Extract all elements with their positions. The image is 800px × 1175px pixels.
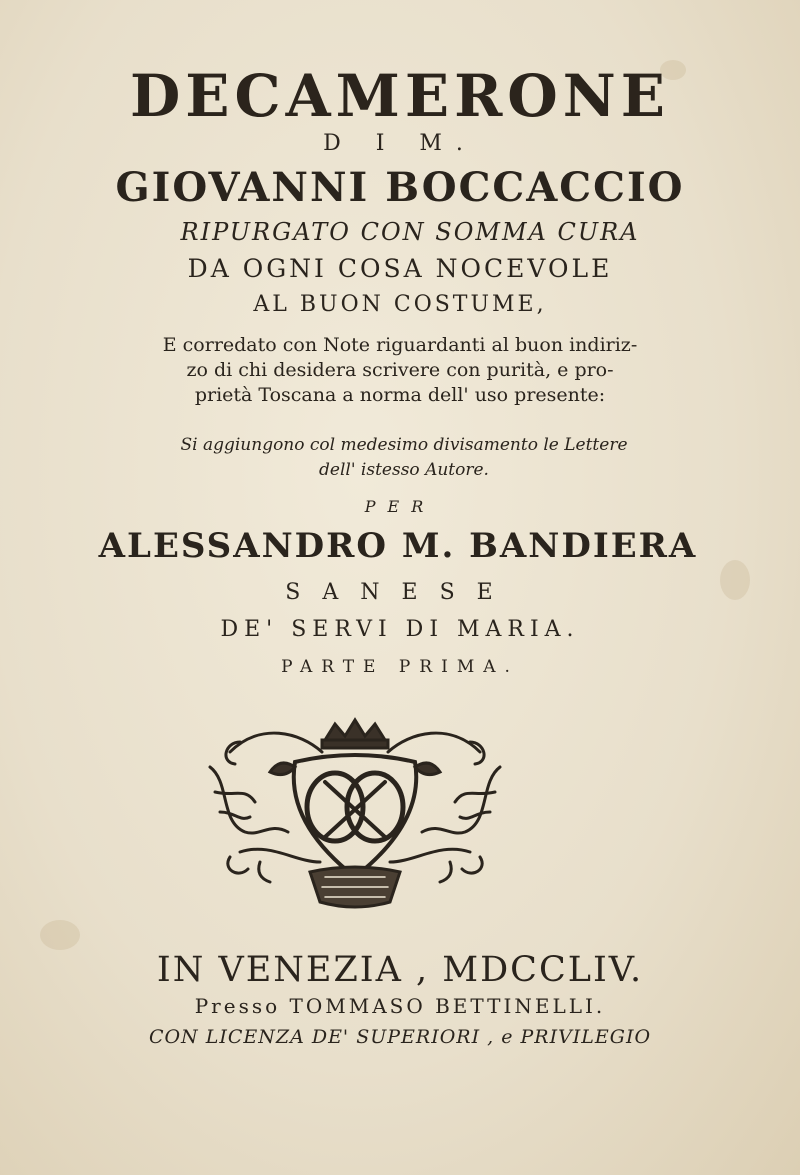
description-line: prietà Toscana a norma dell' uso presente: bbox=[194, 384, 606, 406]
letters-note-line: dell' istesso Autore. bbox=[319, 460, 489, 480]
di-m-line: D I M. bbox=[323, 131, 477, 156]
al-buon-line: AL BUON COSTUME, bbox=[253, 292, 547, 317]
per-line: PER bbox=[364, 497, 436, 516]
foxing-spot bbox=[40, 920, 80, 950]
editor-name: ALESSANDRO M. BANDIERA bbox=[98, 526, 698, 566]
servi-line: DE' SERVI DI MARIA. bbox=[220, 617, 580, 642]
description-line: E corredato con Note riguardanti al buon indiriz- bbox=[162, 334, 638, 356]
volume-part: PARTE PRIMA. bbox=[281, 657, 519, 677]
printer-line: Presso TOMMASO BETTINELLI. bbox=[194, 994, 606, 1018]
da-ogni-line: DA OGNI COSA NOCEVOLE bbox=[187, 254, 613, 283]
ripurgato-line: RIPURGATO CON SOMMA CURA bbox=[180, 218, 640, 246]
license-line: CON LICENZA DE' SUPERIORI , e PRIVILEGIO bbox=[148, 1026, 652, 1048]
description-line: zo di chi desidera scrivere con purità, e pro- bbox=[186, 359, 614, 381]
author-name: GIOVANNI BOCCACCIO bbox=[115, 164, 685, 211]
description-paragraph bbox=[0, 333, 800, 408]
letters-note-line: Si aggiungono col medesimo divisamento le Lettere bbox=[180, 435, 628, 455]
sanese-line: SANESE bbox=[285, 580, 515, 605]
printers-device-ornament-icon bbox=[200, 712, 510, 917]
letters-note bbox=[4, 433, 800, 483]
imprint-place-date: IN VENEZIA , MDCCLIV. bbox=[156, 950, 644, 990]
book-title: DECAMERONE bbox=[129, 62, 671, 130]
